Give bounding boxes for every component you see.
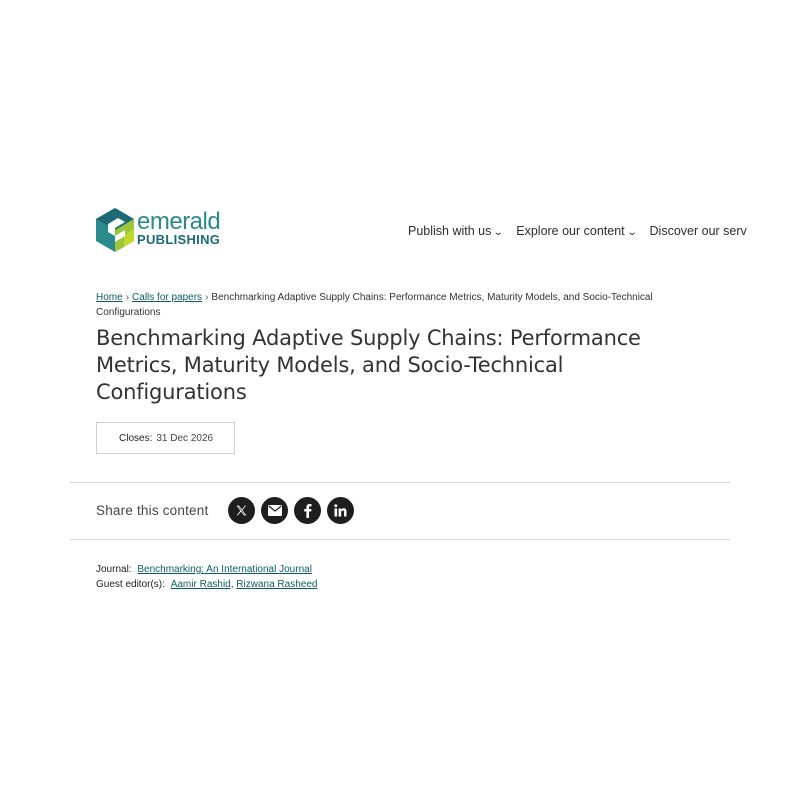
editor-separator: , <box>230 579 234 590</box>
nav-publish-with-us[interactable] <box>408 224 503 238</box>
breadcrumb-home-link[interactable]: Home <box>96 292 123 303</box>
journal-link[interactable]: Benchmarking: An International Journal <box>137 564 312 575</box>
closes-label: Closes: <box>119 432 153 444</box>
emerald-publishing-logo[interactable] <box>96 208 226 254</box>
x-logo-icon <box>235 504 248 517</box>
breadcrumb-current: Benchmarking Adaptive Supply Chains: Performance Metrics, Maturity Models, and Socio-Technical Configurations <box>96 292 653 318</box>
nav-label: Publish with us <box>408 224 492 238</box>
journal-row <box>96 563 312 577</box>
nav-label: Discover our serv <box>649 224 747 238</box>
share-label: Share this content <box>96 503 209 518</box>
closes-date-box <box>96 422 235 454</box>
main-nav <box>408 224 747 242</box>
guest-editors-row <box>96 578 317 592</box>
editor-link-aamir-rashid[interactable]: Aamir Rashid <box>170 579 231 590</box>
breadcrumb-calls-link[interactable]: Calls for papers <box>132 292 203 303</box>
facebook-icon <box>303 503 312 518</box>
chevron-down-icon: ⌄ <box>493 227 505 238</box>
linkedin-share-button[interactable] <box>327 497 354 524</box>
envelope-icon <box>268 505 282 516</box>
nav-discover-our-services[interactable] <box>650 224 747 238</box>
nav-label: Explore our content <box>516 224 625 238</box>
logo-subtitle: PUBLISHING <box>137 232 221 247</box>
logo-wordmark: emerald <box>137 208 221 235</box>
breadcrumb <box>96 290 696 320</box>
page-title: Benchmarking Adaptive Supply Chains: Performance Metrics, Maturity Models, and Socio-Technical Configurations <box>96 326 641 404</box>
breadcrumb-separator: › <box>205 292 209 303</box>
divider-top <box>70 482 730 483</box>
email-share-button[interactable] <box>261 497 288 524</box>
chevron-down-icon: ⌄ <box>626 227 638 238</box>
x-share-button[interactable] <box>228 497 255 524</box>
facebook-share-button[interactable] <box>294 497 321 524</box>
closes-value: 31 Dec 2026 <box>156 432 214 444</box>
breadcrumb-separator: › <box>125 292 130 303</box>
divider-bottom <box>70 539 730 540</box>
nav-explore-our-content[interactable] <box>516 224 636 238</box>
guest-editors-label: Guest editor(s): <box>96 579 165 590</box>
emerald-logo-icon <box>96 208 134 252</box>
editor-link-rizwana-rasheed[interactable]: Rizwana Rasheed <box>236 579 318 590</box>
journal-label: Journal: <box>96 564 132 575</box>
linkedin-icon <box>334 504 347 517</box>
